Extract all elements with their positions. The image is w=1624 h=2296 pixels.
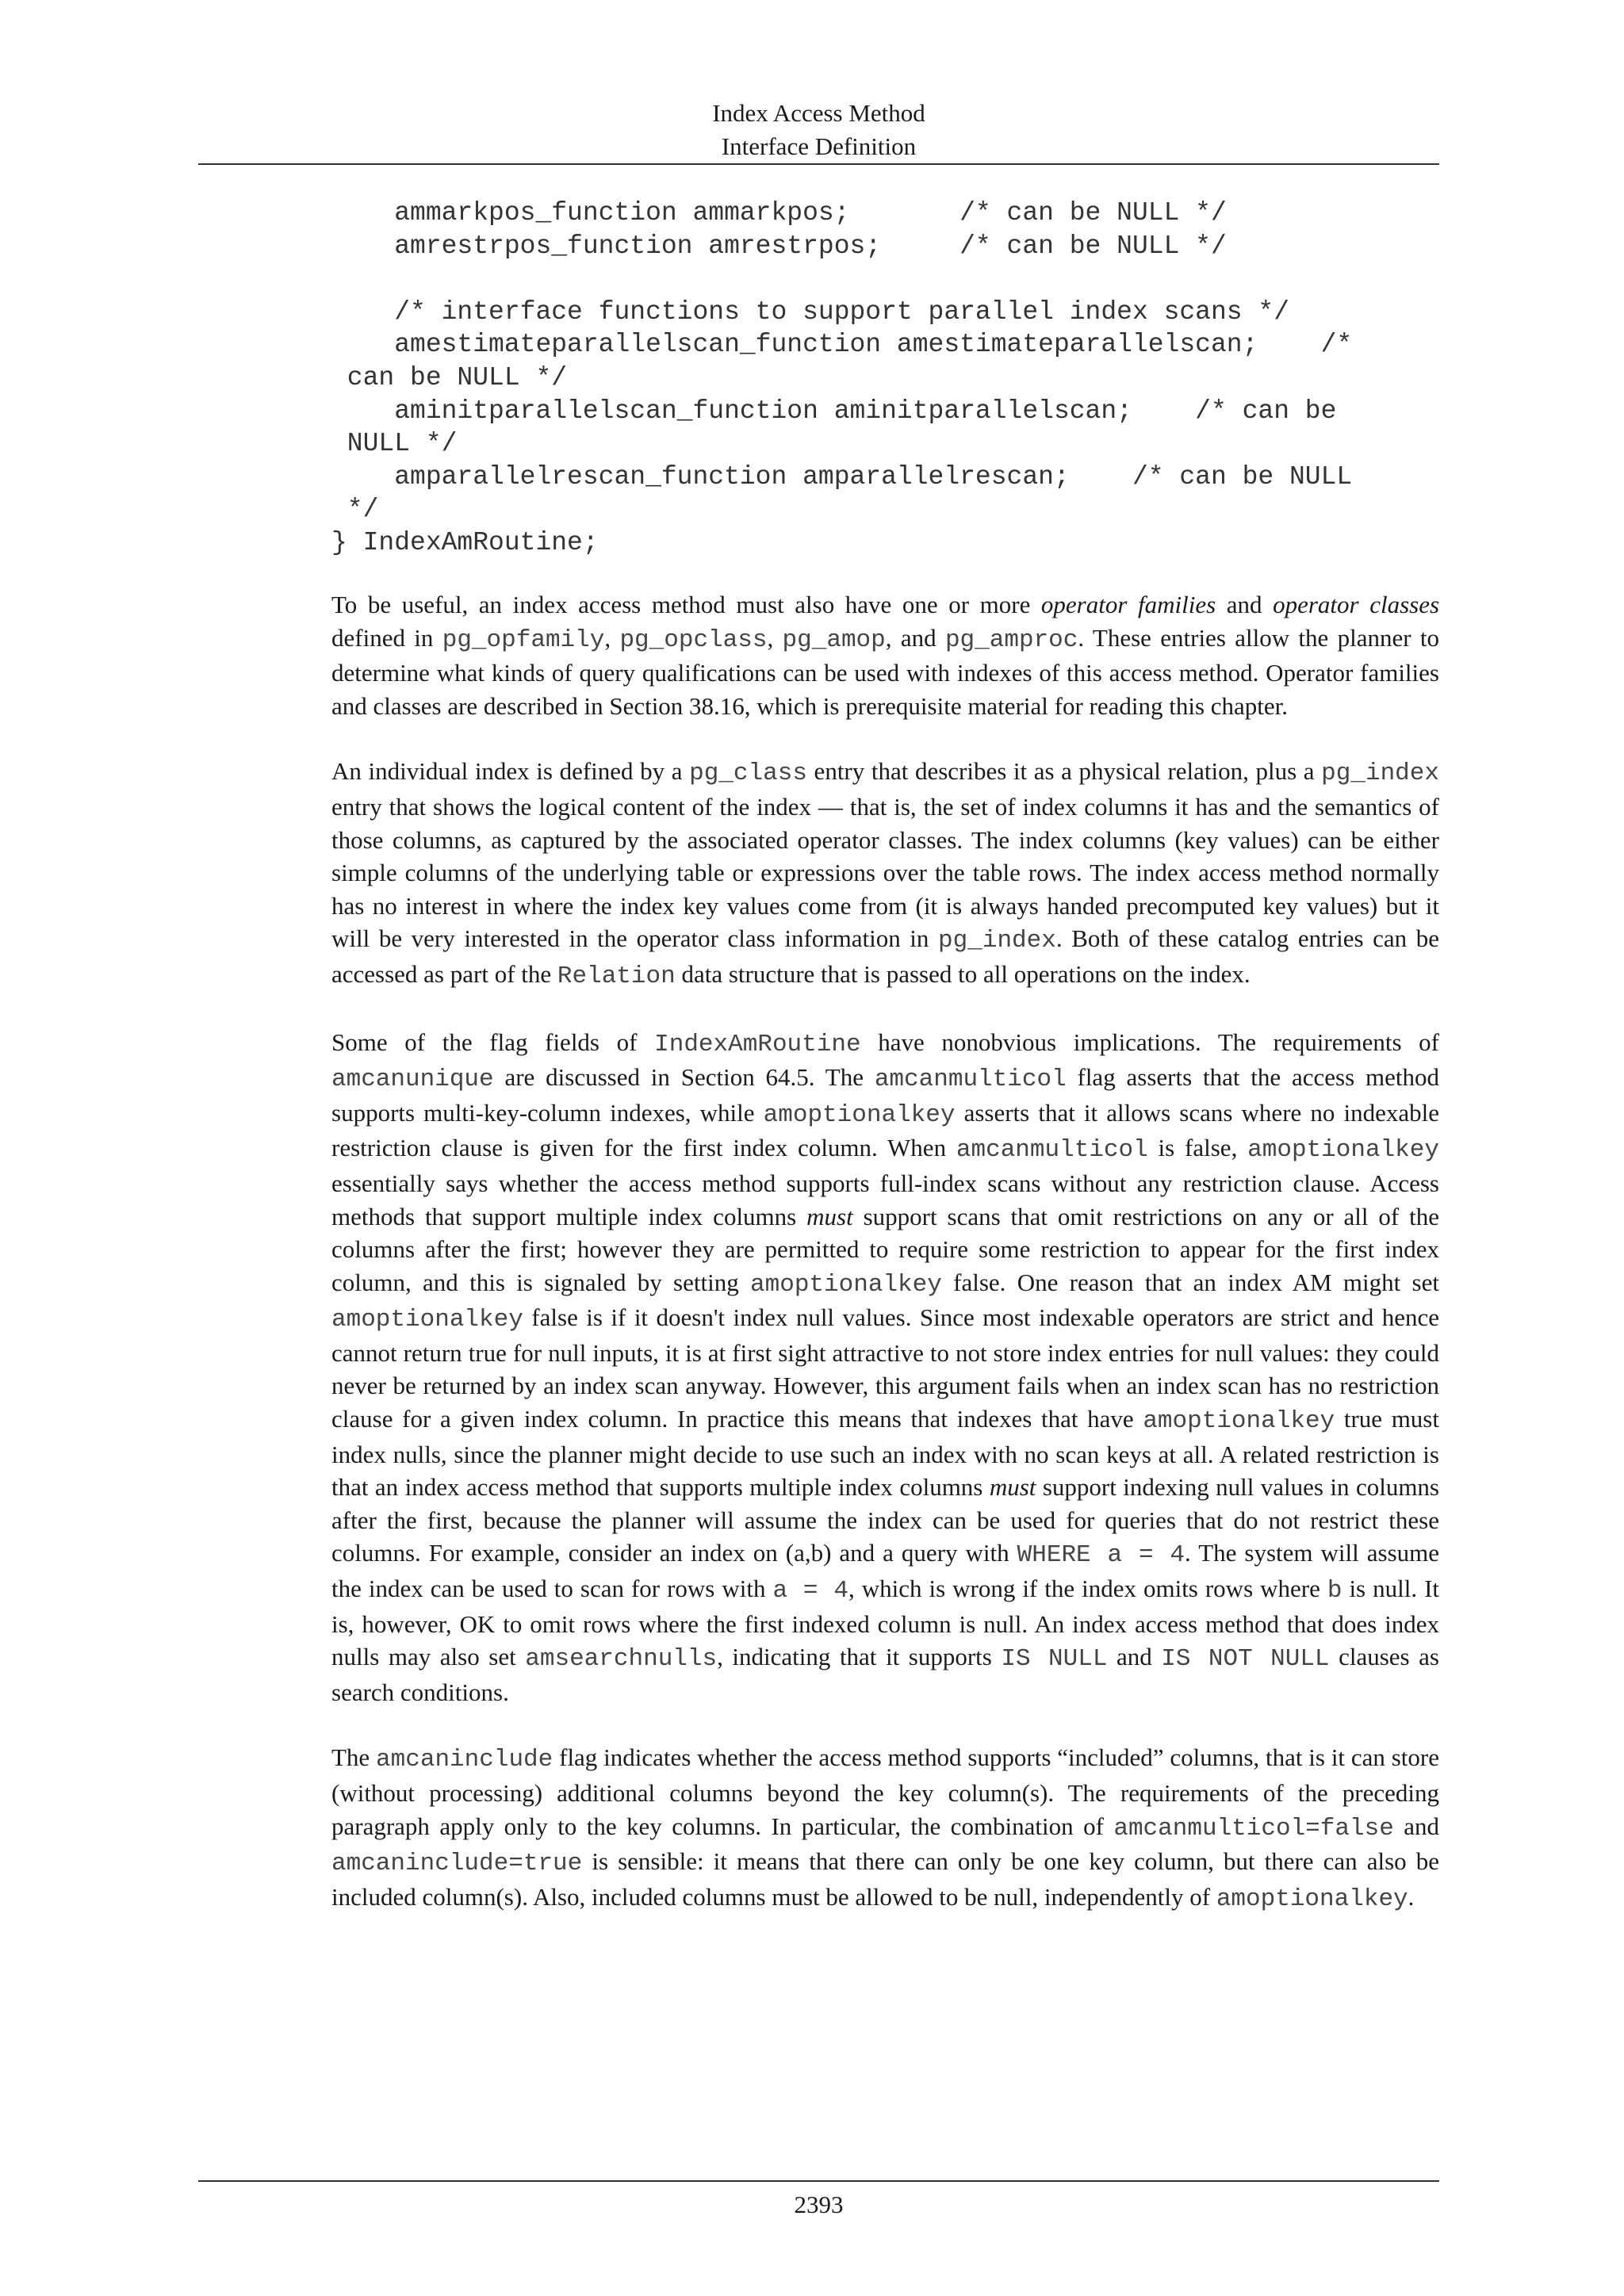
text-run: To be useful, an index access method must also have one or more (331, 591, 1041, 618)
text-run: entry that shows the logical content of the index — that is, the set of index columns it has and the semantics of those columns, as captured by the associated operator classes. The index columns (key values) can be either simple columns of the underlying table or expressions over the table rows. The index access method normally has no interest in where the index key values come from (it is always handed precomputed key values) but it will be very interested in the operator class information in (331, 792, 1439, 953)
inline-code: amcanmulticol=false (1113, 1814, 1394, 1843)
text-run: and (1107, 1643, 1162, 1671)
inline-code: amoptionalkey (1247, 1136, 1439, 1165)
inline-code: amoptionalkey (331, 1306, 523, 1334)
body-text (331, 588, 1439, 1948)
inline-code: b (1327, 1577, 1342, 1605)
text-run: defined in (331, 623, 442, 652)
code-block (331, 197, 1352, 560)
running-header (198, 97, 1439, 163)
text-run: flag indicates whether the access method supports “included” columns, that is it can store (without processing) additional columns beyond the key column(s). The requirements of the preceding paragraph apply only to the key columns. In particular, the combination of (331, 1743, 1439, 1840)
code-line: aminitparallelscan_function aminitparallelscan; /* can be (331, 396, 1337, 426)
code-line: amrestrpos_function amrestrpos; /* can be NULL */ (331, 231, 1227, 261)
inline-code: amsearchnulls (525, 1645, 718, 1674)
text-run: . (1408, 1882, 1415, 1911)
inline-code: amcanunique (331, 1066, 494, 1094)
code-line: /* interface functions to support parallel index scans */ (331, 297, 1289, 327)
inline-code: amcaninclude (376, 1746, 553, 1774)
paragraph (331, 755, 1439, 993)
text-run: The (331, 1743, 377, 1772)
text-run: , which is wrong if the index omits rows where (848, 1575, 1327, 1603)
text-run: entry that describes it as a physical relation, plus a (806, 757, 1322, 786)
text-run: . Both of these catalog entries can be accessed as part of the (331, 924, 1439, 988)
inline-code: a = 4 (772, 1577, 848, 1605)
text-run: . The system will assume the index can be used to scan for rows with (331, 1539, 1440, 1603)
text-run: is sensible: it means that there can only be one key column, but there can also be included column(s). Also, included columns must be allowed to be null, independently of (331, 1847, 1439, 1911)
paragraph (331, 588, 1439, 722)
inline-code: Relation (557, 962, 676, 990)
inline-code: pg_opclass (619, 626, 768, 654)
code-line: can be NULL */ (331, 362, 568, 392)
inline-code: WHERE a = 4 (1017, 1541, 1185, 1570)
inline-code: pg_index (1321, 760, 1439, 788)
text-run: . These entries allow the planner to determine what kinds of query qualifications can be used with indexes of this access method. Operator families and classes are described in Section 38.16, which is prerequisite material for reading this chapter. (331, 623, 1439, 720)
paragraph (331, 1741, 1439, 1915)
code-line (331, 262, 1352, 296)
inline-code: amoptionalkey (763, 1100, 956, 1129)
paragraph (331, 1026, 1439, 1709)
inline-code: amcaninclude=true (331, 1850, 583, 1878)
text-run: and (1393, 1812, 1439, 1840)
text-run: and (1216, 591, 1274, 618)
header-rule (198, 163, 1439, 165)
inline-code: amoptionalkey (1143, 1407, 1335, 1436)
inline-code: amcanmulticol (874, 1066, 1067, 1094)
code-line: amparallelrescan_function amparallelrescan; /* can be NULL (331, 461, 1353, 492)
text-run: is false, (1147, 1134, 1248, 1162)
code-line: amestimateparallelscan_function amestimateparallelscan; /* (331, 330, 1353, 360)
code-line: NULL */ (331, 429, 458, 459)
text-run: false is if it doesn't index null values. Since most indexable operators are strict and hence cannot return true for null inputs, it is at first sight attractive to not store index entries for null values: they could never be returned by an index scan anyway. However, this argument fails when an index scan has no restriction clause for a given index column. In practice this means that indexes that have (331, 1303, 1439, 1433)
code-line: } IndexAmRoutine; (331, 527, 599, 557)
inline-code: pg_amop (782, 626, 886, 654)
inline-code: pg_amproc (944, 626, 1078, 654)
emphasis: must (989, 1473, 1036, 1502)
inline-code: amoptionalkey (1216, 1885, 1408, 1913)
inline-code: pg_index (938, 927, 1056, 955)
text-run: , (604, 623, 620, 652)
inline-code: pg_class (689, 760, 807, 788)
text-run: , indicating that it supports (717, 1643, 1002, 1671)
text-run: are discussed in Section 64.5. The (493, 1063, 875, 1092)
text-run: clauses as search conditions. (331, 1643, 1439, 1706)
text-run: is null. It is, however, OK to omit rows where the first indexed column is null. An index access method that does index nulls may also set (331, 1575, 1440, 1671)
footer-rule (198, 2180, 1439, 2182)
inline-code: pg_opfamily (442, 626, 605, 654)
inline-code: IndexAmRoutine (654, 1030, 861, 1058)
inline-code: IS NOT NULL (1161, 1645, 1330, 1674)
text-run: asserts that it allows scans where no indexable restriction clause is given for the first index column. When (331, 1098, 1439, 1162)
code-line: ammarkpos_function ammarkpos; /* can be NULL */ (331, 198, 1227, 228)
inline-code: amoptionalkey (750, 1270, 942, 1299)
text-run: An individual index is defined by a (331, 757, 690, 786)
header-title: Index Access Method (712, 99, 925, 127)
text-run: data structure that is passed to all operations on the index. (675, 959, 1251, 988)
page-number: 2393 (794, 2191, 844, 2218)
text-run: Some of the flag fields of (331, 1027, 655, 1056)
text-run: false. One reason that an index AM might set (941, 1268, 1439, 1296)
inline-code: IS NULL (1001, 1645, 1108, 1674)
text-run: have nonobvious implications. The requirements of (860, 1027, 1439, 1056)
text-run: , and (885, 623, 945, 652)
code-line: */ (331, 495, 379, 525)
text-run: flag asserts that the access method supports multi-key-column indexes, while (331, 1063, 1439, 1127)
text-run: support indexing null values in columns after the first, because the planner will assume the index can be used for queries that do not restrict these columns. For example, consider an index on (a,b) and a query with (331, 1473, 1440, 1567)
text-run: , (767, 623, 783, 652)
inline-code: amcanmulticol (956, 1136, 1148, 1165)
text-run: essentially says whether the access method supports full-index scans without any restriction clause. Access methods that support multiple index columns (331, 1169, 1439, 1230)
emphasis: must (806, 1202, 853, 1230)
header-subtitle: Interface Definition (721, 132, 917, 160)
emphasis: operator classes (1273, 591, 1440, 618)
text-run: support scans that omit restrictions on any or all of the columns after the first; however they are permitted to require some restriction to appear for the first index column, and this is signaled by setting (331, 1202, 1440, 1296)
text-run: true must index nulls, since the planner might decide to use such an index with no scan keys at all. A related restriction is that an index access method that supports multiple index columns (331, 1405, 1439, 1502)
emphasis: operator families (1040, 591, 1216, 618)
